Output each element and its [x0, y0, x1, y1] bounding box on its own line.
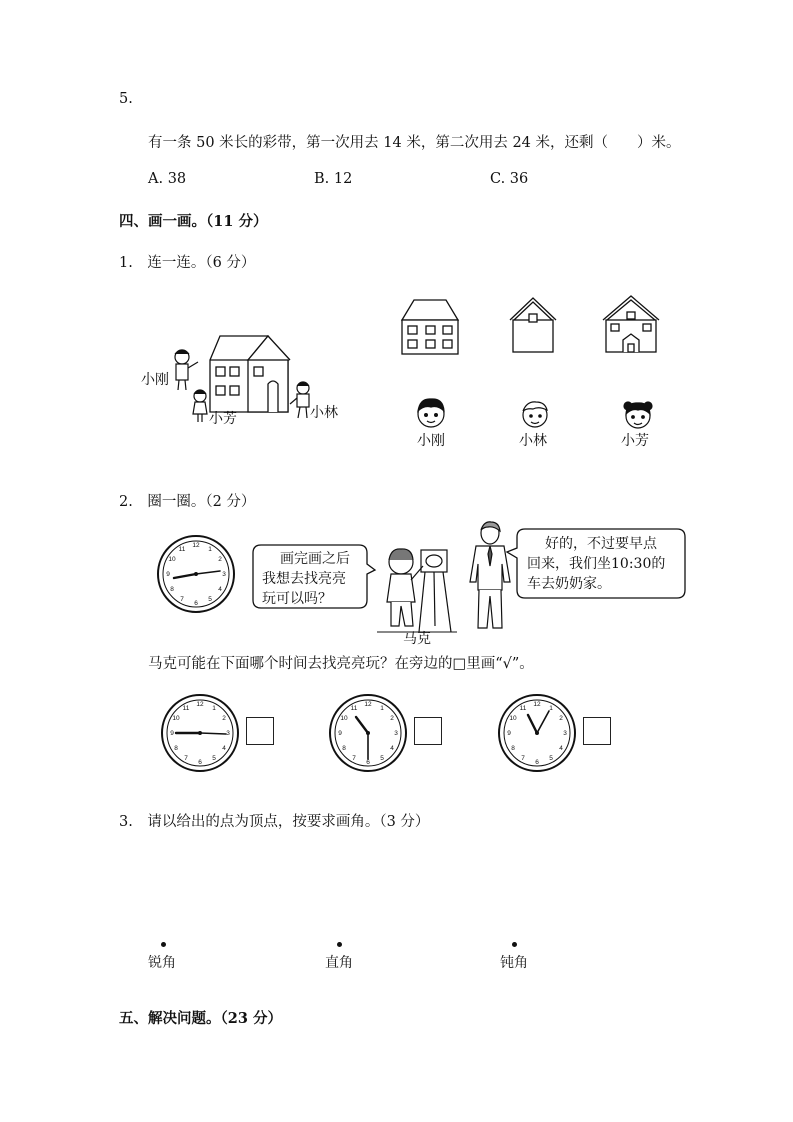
kid-face-xiaofang[interactable]: [621, 397, 655, 431]
scene-label-xiaogang: 小刚: [141, 372, 169, 388]
svg-text:2: 2: [559, 715, 563, 722]
svg-text:8: 8: [342, 745, 346, 752]
svg-text:3: 3: [226, 730, 230, 737]
svg-text:12: 12: [192, 542, 200, 549]
svg-text:9: 9: [338, 730, 342, 737]
house-view-2[interactable]: [509, 296, 557, 354]
svg-text:6: 6: [535, 759, 539, 766]
svg-text:2: 2: [222, 715, 226, 722]
angle-label-acute: 锐角: [148, 955, 176, 971]
svg-text:12: 12: [533, 701, 541, 708]
svg-text:8: 8: [170, 586, 174, 593]
svg-text:5: 5: [212, 755, 216, 762]
svg-text:3: 3: [563, 730, 567, 737]
angle-label-right: 直角: [325, 955, 353, 971]
svg-text:6: 6: [198, 759, 202, 766]
kid-label-xiaofang: 小芳: [621, 433, 649, 449]
kid-label-xiaogang: 小刚: [417, 433, 445, 449]
bubble-left-line-2: 我想去找亮亮: [262, 571, 346, 587]
kid-label-xiaolin: 小林: [519, 433, 547, 449]
svg-text:2: 2: [218, 556, 222, 563]
angle-label-obtuse: 钝角: [500, 955, 528, 971]
question-text: 有一条 50 米长的彩带，第一次用去 14 米，第二次用去 24 米，还剩（ ）米。: [148, 135, 681, 151]
svg-text:11: 11: [519, 705, 527, 712]
checkbox-option-2[interactable]: [414, 717, 442, 745]
svg-text:10: 10: [340, 715, 348, 722]
section-title: 四、画一画。（11 分）: [119, 213, 268, 230]
svg-text:1: 1: [380, 705, 384, 712]
bubble-left-line-3: 玩可以吗？: [262, 591, 332, 607]
svg-text:4: 4: [559, 745, 563, 752]
kid-face-xiaolin[interactable]: [519, 398, 551, 430]
svg-text:3: 3: [222, 571, 226, 578]
svg-text:10: 10: [172, 715, 180, 722]
question-title: 1. 连一连。（6 分）: [119, 255, 256, 271]
svg-text:4: 4: [222, 745, 226, 752]
svg-text:8: 8: [511, 745, 515, 752]
option-c[interactable]: C. 36: [490, 171, 529, 187]
svg-text:7: 7: [521, 755, 525, 762]
clock-current-icon: [156, 534, 236, 614]
house-view-3[interactable]: [601, 294, 661, 354]
svg-text:4: 4: [218, 586, 222, 593]
svg-text:10: 10: [509, 715, 517, 722]
question-prompt: 马克可能在下面哪个时间去找亮亮玩？在旁边的□里画“√”。: [148, 656, 534, 672]
svg-text:7: 7: [352, 755, 356, 762]
scene-house-illustration: [140, 300, 440, 430]
scene-label-xiaofang: 小芳: [209, 411, 237, 427]
name-label-mark: 马克: [403, 631, 431, 647]
kid-face-xiaogang[interactable]: [414, 396, 448, 430]
svg-text:9: 9: [170, 730, 174, 737]
svg-text:1: 1: [549, 705, 553, 712]
bubble-right-line-2: 回来，我们坐10:30的: [527, 556, 666, 572]
svg-text:7: 7: [184, 755, 188, 762]
svg-text:7: 7: [180, 596, 184, 603]
house-view-1[interactable]: [400, 298, 460, 356]
angle-vertex-dot[interactable]: [512, 942, 517, 947]
svg-text:6: 6: [194, 600, 198, 607]
question-number: 5.: [119, 91, 133, 107]
svg-text:12: 12: [196, 701, 204, 708]
svg-text:1: 1: [212, 705, 216, 712]
bubble-left-line-1: 画完画之后: [280, 551, 350, 567]
svg-text:9: 9: [166, 571, 170, 578]
svg-text:2: 2: [390, 715, 394, 722]
svg-text:8: 8: [174, 745, 178, 752]
clock-option-3-icon: [497, 693, 577, 773]
clock-option-2-icon: [328, 693, 408, 773]
svg-text:10: 10: [168, 556, 176, 563]
question-title: 2. 圈一圈。（2 分）: [119, 494, 256, 510]
svg-text:5: 5: [380, 755, 384, 762]
checkbox-option-3[interactable]: [583, 717, 611, 745]
svg-text:5: 5: [208, 596, 212, 603]
svg-text:12: 12: [364, 701, 372, 708]
scene-label-xiaolin: 小林: [310, 405, 338, 421]
question-title: 3. 请以给出的点为顶点，按要求画角。（3 分）: [119, 814, 430, 830]
svg-text:5: 5: [549, 755, 553, 762]
option-a[interactable]: A. 38: [148, 171, 187, 187]
svg-text:4: 4: [390, 745, 394, 752]
svg-text:1: 1: [208, 546, 212, 553]
bubble-right-line-3: 车去奶奶家。: [527, 576, 611, 592]
section-title: 五、解决问题。（23 分）: [119, 1010, 282, 1027]
boy-painting-illustration: [377, 540, 457, 636]
angle-vertex-dot[interactable]: [161, 942, 166, 947]
svg-text:11: 11: [350, 705, 358, 712]
svg-text:11: 11: [178, 546, 186, 553]
angle-vertex-dot[interactable]: [337, 942, 342, 947]
clock-option-1-icon: [160, 693, 240, 773]
option-b[interactable]: B. 12: [314, 171, 353, 187]
svg-text:9: 9: [507, 730, 511, 737]
svg-text:6: 6: [366, 759, 370, 766]
bubble-right-line-1: 好的，不过要早点: [545, 536, 657, 552]
checkbox-option-1[interactable]: [246, 717, 274, 745]
svg-text:3: 3: [394, 730, 398, 737]
svg-text:11: 11: [182, 705, 190, 712]
